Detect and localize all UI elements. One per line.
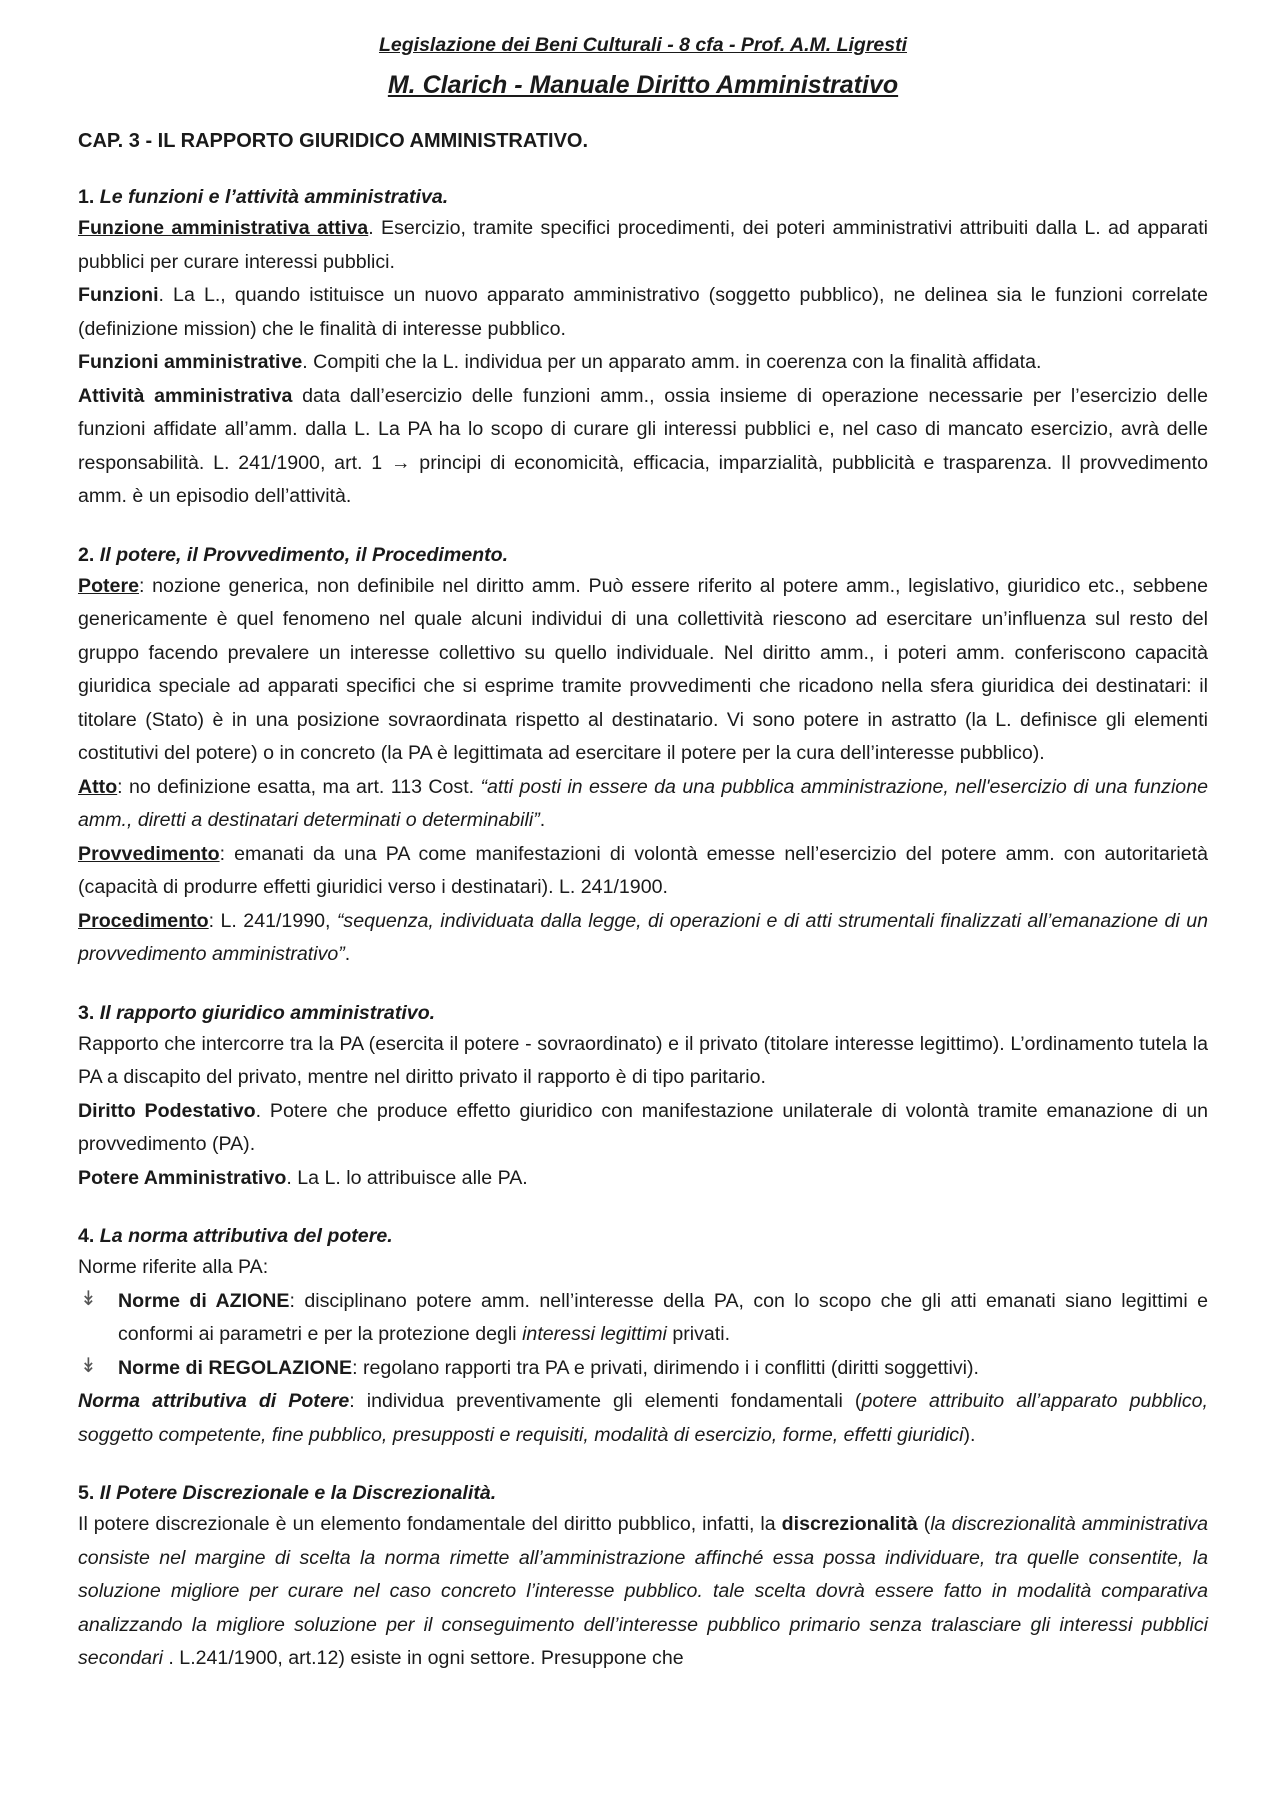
list-item xyxy=(78,1352,1208,1386)
term: Funzioni amministrative xyxy=(78,351,303,373)
term: Funzioni xyxy=(78,284,159,306)
text: privati. xyxy=(666,1323,731,1345)
term: Atto xyxy=(78,775,118,798)
text: . La L. lo attribuisce alle PA. xyxy=(286,1166,528,1189)
text: . Potere che produce effetto giuridico con manifestazione unilaterale di volontà tramite emanazione di un provvedimento (PA). xyxy=(78,1099,1208,1155)
text: : emanati da una PA come manifestazioni di volontà emesse nell’esercizio del potere amm. con autoritarietà (capacità di produrre effetti giuridici verso i destinatari). L. 241/1900. xyxy=(78,842,1208,898)
term: discrezionalità xyxy=(781,1513,918,1535)
paragraph xyxy=(78,212,1208,279)
paragraph xyxy=(78,838,1208,905)
course-header: Legislazione dei Beni Culturali - 8 cfa - Prof. A.M. Ligresti xyxy=(378,34,908,56)
list-item xyxy=(78,1285,1208,1352)
section-number: 1. xyxy=(78,186,95,208)
section-2-title xyxy=(78,538,1208,572)
term: Norme di AZIONE xyxy=(118,1289,290,1312)
term: Procedimento xyxy=(78,909,209,932)
text: . Compiti che la L. individua per un apparato amm. in coerenza con la finalità affidata. xyxy=(302,351,1042,373)
paragraph: Norme riferite alla PA: xyxy=(78,1256,269,1278)
text: potere attribuito all’apparato pubblico, soggetto competente, fine pubblico, presupposti e requisiti, modalità di esercizio, forme, effetti giuridici xyxy=(78,1390,1208,1446)
text: principi di economicità, efficacia, imparzialità, pubblicità e trasparenza. Il provvedimento amm. è un episodio dell’attività. xyxy=(78,451,1208,507)
text: la discrezionalità amministrativa consiste nel margine di scelta la norma rimette all’amministrazione affinché essa possa individuare, tra quelle consentite, la soluzione migliore per curare nel caso concreto l’interesse pubblico. tale scelta dovrà essere fatto in modalità comparativa analizzando la migliore soluzione per il conseguimento dell’interesse pubblico primario senza tralasciare gli interessi pubblici secondari xyxy=(78,1513,1209,1669)
term: Attività amministrativa xyxy=(78,384,293,407)
arrow-right-icon: → xyxy=(390,451,411,474)
term: Potere xyxy=(78,574,139,597)
text: : regolano rapporti tra PA e privati, dirimendo i i conflitti (diritti soggettivi). xyxy=(352,1356,979,1379)
section-number: 3. xyxy=(78,1001,95,1024)
text: : nozione generica, non definibile nel diritto amm. Può essere riferito al potere amm., legislativo, giuridico etc., sebbene genericamente è quel fenomeno nel quale alcuni individui di una collettività riescono ad esercitare un’influenza sul resto del gruppo facendo prevalere un interesse collettivo su quello individuale. Nel diritto amm., i poteri amm. conferiscono capacità giuridica speciale ad apparati specifici che si esprime tramite provvedimenti che ricadono nella sfera giuridica dei destinatari: il titolare (Stato) è in una posizione sovraordinata rispetto al destinatario. Vi sono potere in astratto (la L. definisce gli elementi costitutivi del potere) o in concreto (la PA è legittimata ad esercitare il potere per la cura dell’interesse pubblico). xyxy=(78,574,1208,764)
text: . Esercizio, tramite specifici procedimenti, dei poteri amministrativi attribuiti dalla L. ad apparati pubblici per curare interessi pubblici. xyxy=(78,217,1208,273)
section-number: 5. xyxy=(78,1482,95,1504)
manual-title: M. Clarich - Manuale Diritto Amministrativo xyxy=(387,71,899,99)
arrow-down-bullet-icon: ↡ xyxy=(80,1287,97,1310)
section-1-title xyxy=(78,180,1208,214)
text: . xyxy=(344,943,351,965)
paragraph: Rapporto che intercorre tra la PA (esercita il potere - sovraordinato) e il privato (titolare interesse legittimo). L’ordinamento tutela la PA a discapito del privato, mentre nel diritto privato il rapporto è di tipo paritario. xyxy=(78,1032,1208,1088)
quote: “sequenza, individuata dalla legge, di operazioni e di atti strumentali finalizzati all’emanazione di un provvedimento amministrativo” xyxy=(78,909,1208,965)
text: interessi legittimi xyxy=(522,1323,667,1345)
chapter-title: CAP. 3 - IL RAPPORTO GIURIDICO AMMINISTRATIVO. xyxy=(78,130,589,152)
term: Funzione amministrativa attiva xyxy=(78,217,369,239)
term: Potere Amministrativo xyxy=(78,1166,287,1189)
paragraph xyxy=(78,1095,1208,1162)
term: Norma attributiva di Potere xyxy=(78,1390,350,1412)
paragraph xyxy=(78,346,1208,380)
text: data dall’esercizio delle funzioni amm., ossia insieme di operazione necessarie per l’esercizio delle funzioni affidate all’amm. dalla L. La PA ha lo scopo di curare gli interessi pubblici e, nel caso di mancato esercizio, avrà delle responsabilità. L. 241/1900, art. 1 xyxy=(78,384,1208,474)
paragraph xyxy=(78,1508,1208,1676)
paragraph xyxy=(78,279,1208,346)
section-heading: Il potere, il Provvedimento, il Procedimento. xyxy=(99,543,509,566)
arrow-down-bullet-icon: ↡ xyxy=(80,1354,97,1377)
text: : disciplinano potere amm. nell’interesse della PA, con lo scopo che gli atti emanati siano legittimi e conformi ai parametri e per la protezione degli xyxy=(118,1289,1208,1345)
bullet-list xyxy=(78,1285,1208,1386)
text: . xyxy=(539,809,546,831)
term: Provvedimento xyxy=(78,842,220,865)
text: : no definizione esatta, ma art. 113 Cost. xyxy=(117,775,481,798)
section-heading: Il rapporto giuridico amministrativo. xyxy=(99,1001,436,1024)
quote: “atti posti in essere da una pubblica amministrazione, nell'esercizio di una funzione amm., diretti a destinatari determinati o determinabili” xyxy=(78,775,1208,831)
term: Norme di REGOLAZIONE xyxy=(118,1356,353,1379)
text: . La L., quando istituisce un nuovo apparato amministrativo (soggetto pubblico), ne delinea sia le funzioni correlate (definizione mission) che le finalità di interesse pubblico. xyxy=(78,284,1208,340)
text: . L.241/1900, art.12) esiste in ogni settore. Presuppone che xyxy=(162,1647,684,1669)
text: ). xyxy=(963,1423,976,1446)
term: Diritto Podestativo xyxy=(78,1099,256,1122)
section-3-title xyxy=(78,996,1208,1030)
paragraph xyxy=(78,570,1208,771)
text: Il potere discrezionale è un elemento fondamentale del diritto pubblico, infatti, la xyxy=(78,1513,782,1535)
section-4-title xyxy=(78,1219,1208,1253)
text: : L. 241/1990, xyxy=(208,909,337,932)
section-number: 4. xyxy=(78,1225,95,1247)
section-heading: Le funzioni e l’attività amministrativa. xyxy=(99,186,449,208)
paragraph xyxy=(78,1385,1208,1452)
paragraph xyxy=(78,380,1208,514)
text: : individua preventivamente gli elementi fondamentali ( xyxy=(349,1390,862,1412)
paragraph xyxy=(78,905,1208,972)
text: ( xyxy=(917,1513,931,1535)
paragraph xyxy=(78,771,1208,838)
section-heading: Il Potere Discrezionale e la Discrezionalità. xyxy=(99,1482,497,1504)
section-heading: La norma attributiva del potere. xyxy=(99,1225,393,1247)
section-number: 2. xyxy=(78,543,95,566)
section-5-title xyxy=(78,1476,1208,1510)
paragraph xyxy=(78,1162,1208,1196)
